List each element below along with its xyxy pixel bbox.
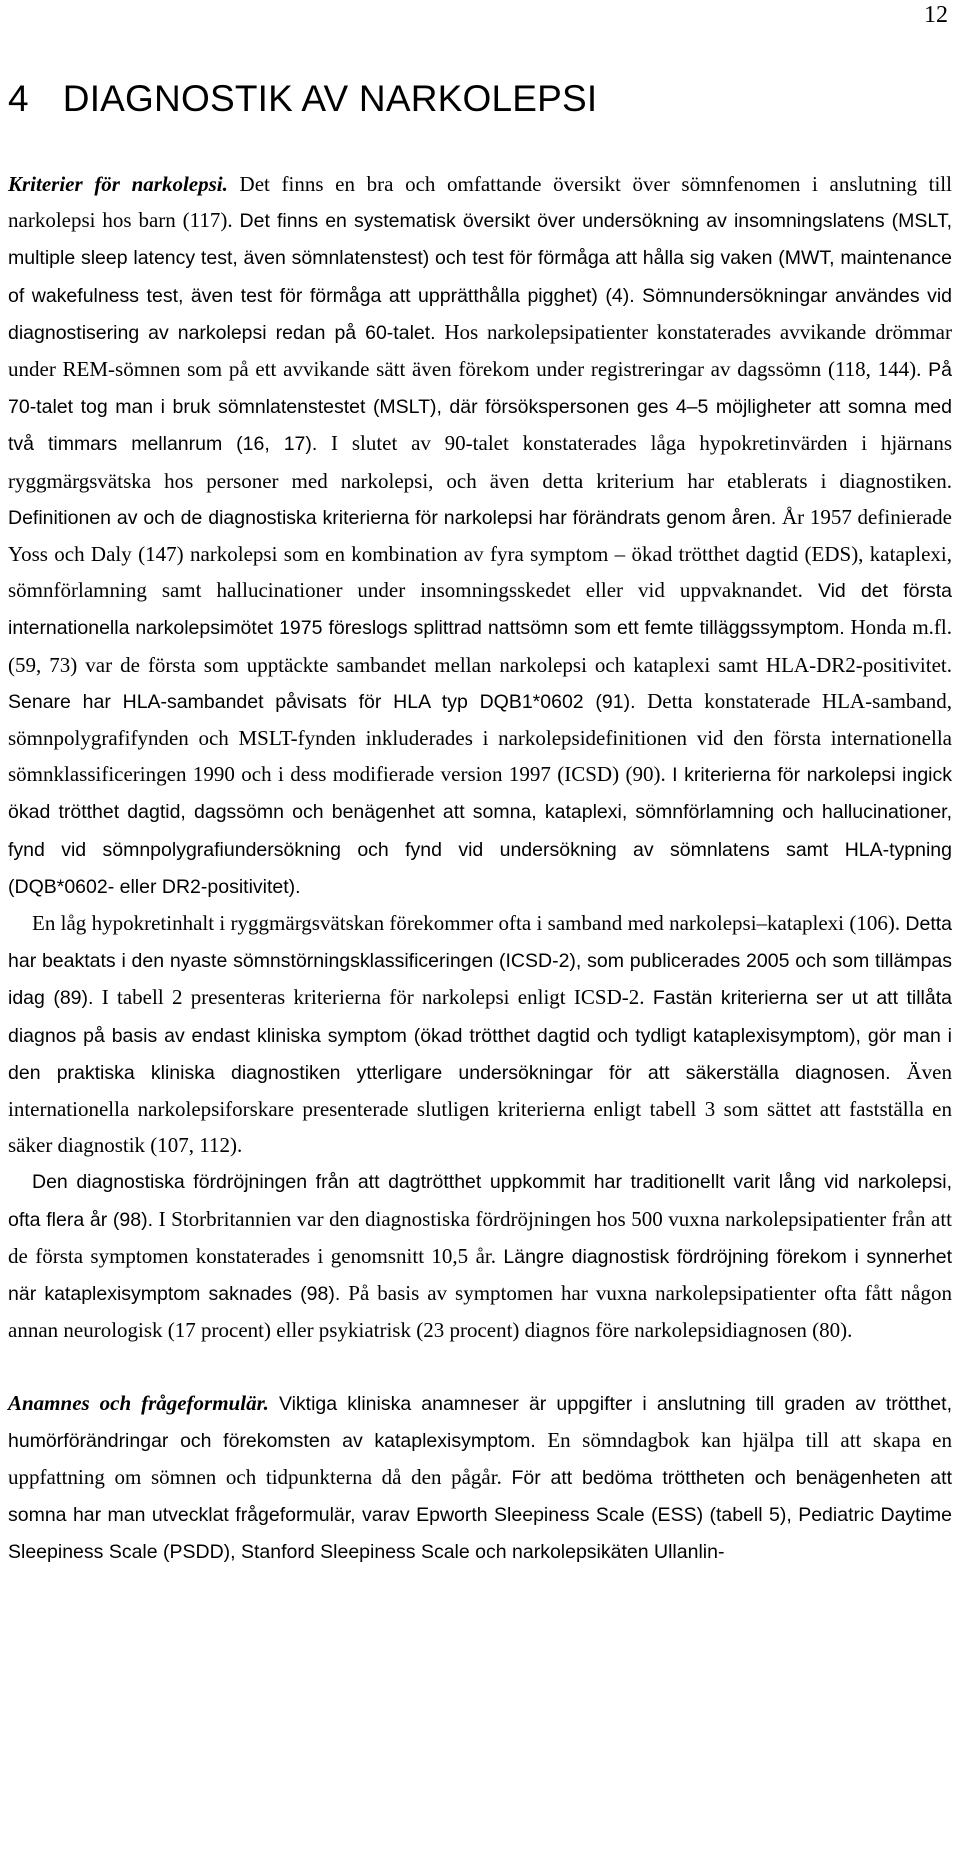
page-number: 12 (924, 2, 948, 28)
paragraph-lead-heading: Anamnes och frågeformulär. (8, 1390, 269, 1415)
text-segment: År 1957 definierade Yoss och Daly (147) narkolepsi som en kombination av fyra symptom – ökad trötthet dagtid (EDS), kataplexi, sömnförlamning samt hallucinationer under insomningsskedet eller vid uppvaknandet. (8, 504, 952, 603)
text-segment: Definitionen av och de diagnostiska kriterierna för narkolepsi har förändrats genom åren. (8, 506, 777, 529)
chapter-title (8, 78, 597, 120)
text-segment: Vid det första internationella narkolepsimötet 1975 föreslogs splittrad nattsömn som ett femte tilläggssymptom. (8, 580, 952, 640)
text-segment: Senare har HLA-sambandet påvisats för HLA typ DQB1*0602 (91). (8, 690, 636, 713)
text-segment: Viktiga kliniska anamneser är uppgifter i anslutning till graden av trötthet, humörförändringar och förekomsten av kataplexisymptom. (8, 1392, 952, 1452)
text-segment: För att bedöma tröttheten och benägenheten att somna har man utvecklat frågeformulär, varav Epworth Sleepiness Scale (ESS) (tabell 5), Pediatric Daytime Sleepiness Scale (PSDD), Stanford Sleepiness Scale och narkolepsikäten Ullanlin- (8, 1466, 952, 1564)
text-segment: Det finns en bra och omfattande översikt över sömnfenomen i anslutning till narkolepsi hos barn (117). (8, 172, 952, 233)
chapter-number: 4 (8, 78, 29, 119)
text-segment: Den diagnostiska fördröjningen från att dagtrötthet uppkommit har traditionellt varit lång vid narkolepsi, ofta flera år (98). (8, 1171, 952, 1231)
text-segment: På basis av symptomen har vuxna narkolepsipatienter ofta fått någon annan neurologisk (17 procent) eller psykiatrisk (23 procent) diagnos före narkolepsidiagnosen (80). (8, 1281, 952, 1343)
text-segment: Detta konstaterade HLA-samband, sömnpolygrafifynden och MSLT-fynden inkluderades i narkolepsidefinitionen vid den första internationella sömnklassificeringen 1990 och i dess modifierade version 1997 (ICSD) (90). (8, 688, 952, 787)
text-segment: I slutet av 90-talet konstaterades låga hypokretinvärden i hjärnans ryggmärgsvätska hos personer med narkolepsi, och även detta kriterium har etablerats i diagnostiken. (8, 431, 952, 493)
chapter-title-text: DIAGNOSTIK AV NARKOLEPSI (62, 78, 598, 119)
body-text (8, 166, 952, 1571)
text-segment: Detta har beaktats i den nyaste sömnstörningsklassificeringen (ICSD-2), som publicerades 2005 och som tillämpas idag (89). (8, 913, 952, 1010)
paragraph (8, 1385, 952, 1571)
text-segment: Honda m.fl. (59, 73) var de första som upptäckte sambandet mellan narkolepsi och kataplexi samt HLA-DR2-positivitet. (8, 615, 952, 677)
text-segment: I Storbritannien var den diagnostiska fördröjningen hos 500 vuxna narkolepsipatienter från att de första symptomen konstaterades i genomsnitt 10,5 år. (8, 1206, 952, 1268)
text-segment: Fastän kriterierna ser ut att tillåta diagnos på basis av endast kliniska symptom (ökad trötthet dagtid och tydligt kataplexisymptom), gör man i den praktiska kliniska diagnostiken ytterligare undersökningar för att säkerställa diagnosen. (8, 987, 952, 1084)
text-segment: Längre diagnostisk fördröjning förekom i synnerhet när kataplexisymptom saknades (98). (8, 1245, 952, 1306)
text-segment: I kriterierna för narkolepsi ingick ökad trötthet dagtid, dagssömn och benägenhet att somna, kataplexi, sömnförlamning och hallucinationer, fynd vid sömnpolygrafiundersökning och fynd vid undersökning av sömnlatens samt HLA-typning (DQB*0602- eller DR2-positivitet). (8, 764, 952, 898)
text-segment: En låg hypokretinhalt i ryggmärgsvätskan förekommer ofta i samband med narkolepsi–kataplexi (106). (32, 911, 906, 936)
text-segment: Det finns en systematisk översikt över undersökning av insomningslatens (MSLT, multiple sleep latency test, även sömnlatenstest) och test för förmåga att hålla sig vaken (MWT, maintenance of wakefulness test, även test för förmåga att upprätthålla pigghet) (4). Sömnundersökningar användes vid diagnostisering av narkolepsi redan på 60-talet. (8, 210, 952, 344)
text-segment: Hos narkolepsipatienter konstaterades avvikande drömmar under REM-sömnen som på ett avvikande sätt även förekom under registreringar av dagssömn (118, 144). (8, 319, 952, 382)
text-segment: En sömndagbok kan hjälpa till att skapa en uppfattning om sömnen och tidpunkterna då den pågår. (8, 1427, 953, 1489)
paragraph (8, 1163, 952, 1348)
text-segment: I tabell 2 presenteras kriterierna för narkolepsi enligt ICSD-2. (93, 985, 653, 1010)
paragraph (8, 166, 952, 905)
paragraph-lead-heading: Kriterier för narkolepsi. (8, 172, 228, 196)
text-segment: Även internationella narkolepsiforskare presenterade slutligen kriterierna enligt tabell 3 som sättet att fastställa en säker diagnostik (107, 112). (8, 1059, 952, 1158)
text-segment: På 70-talet tog man i bruk sömnlatenstestet (MSLT), där försökspersonen ges 4–5 möjligheter att somna med två timmars mellanrum (16, 17). (8, 359, 952, 456)
paragraph (8, 905, 952, 1163)
